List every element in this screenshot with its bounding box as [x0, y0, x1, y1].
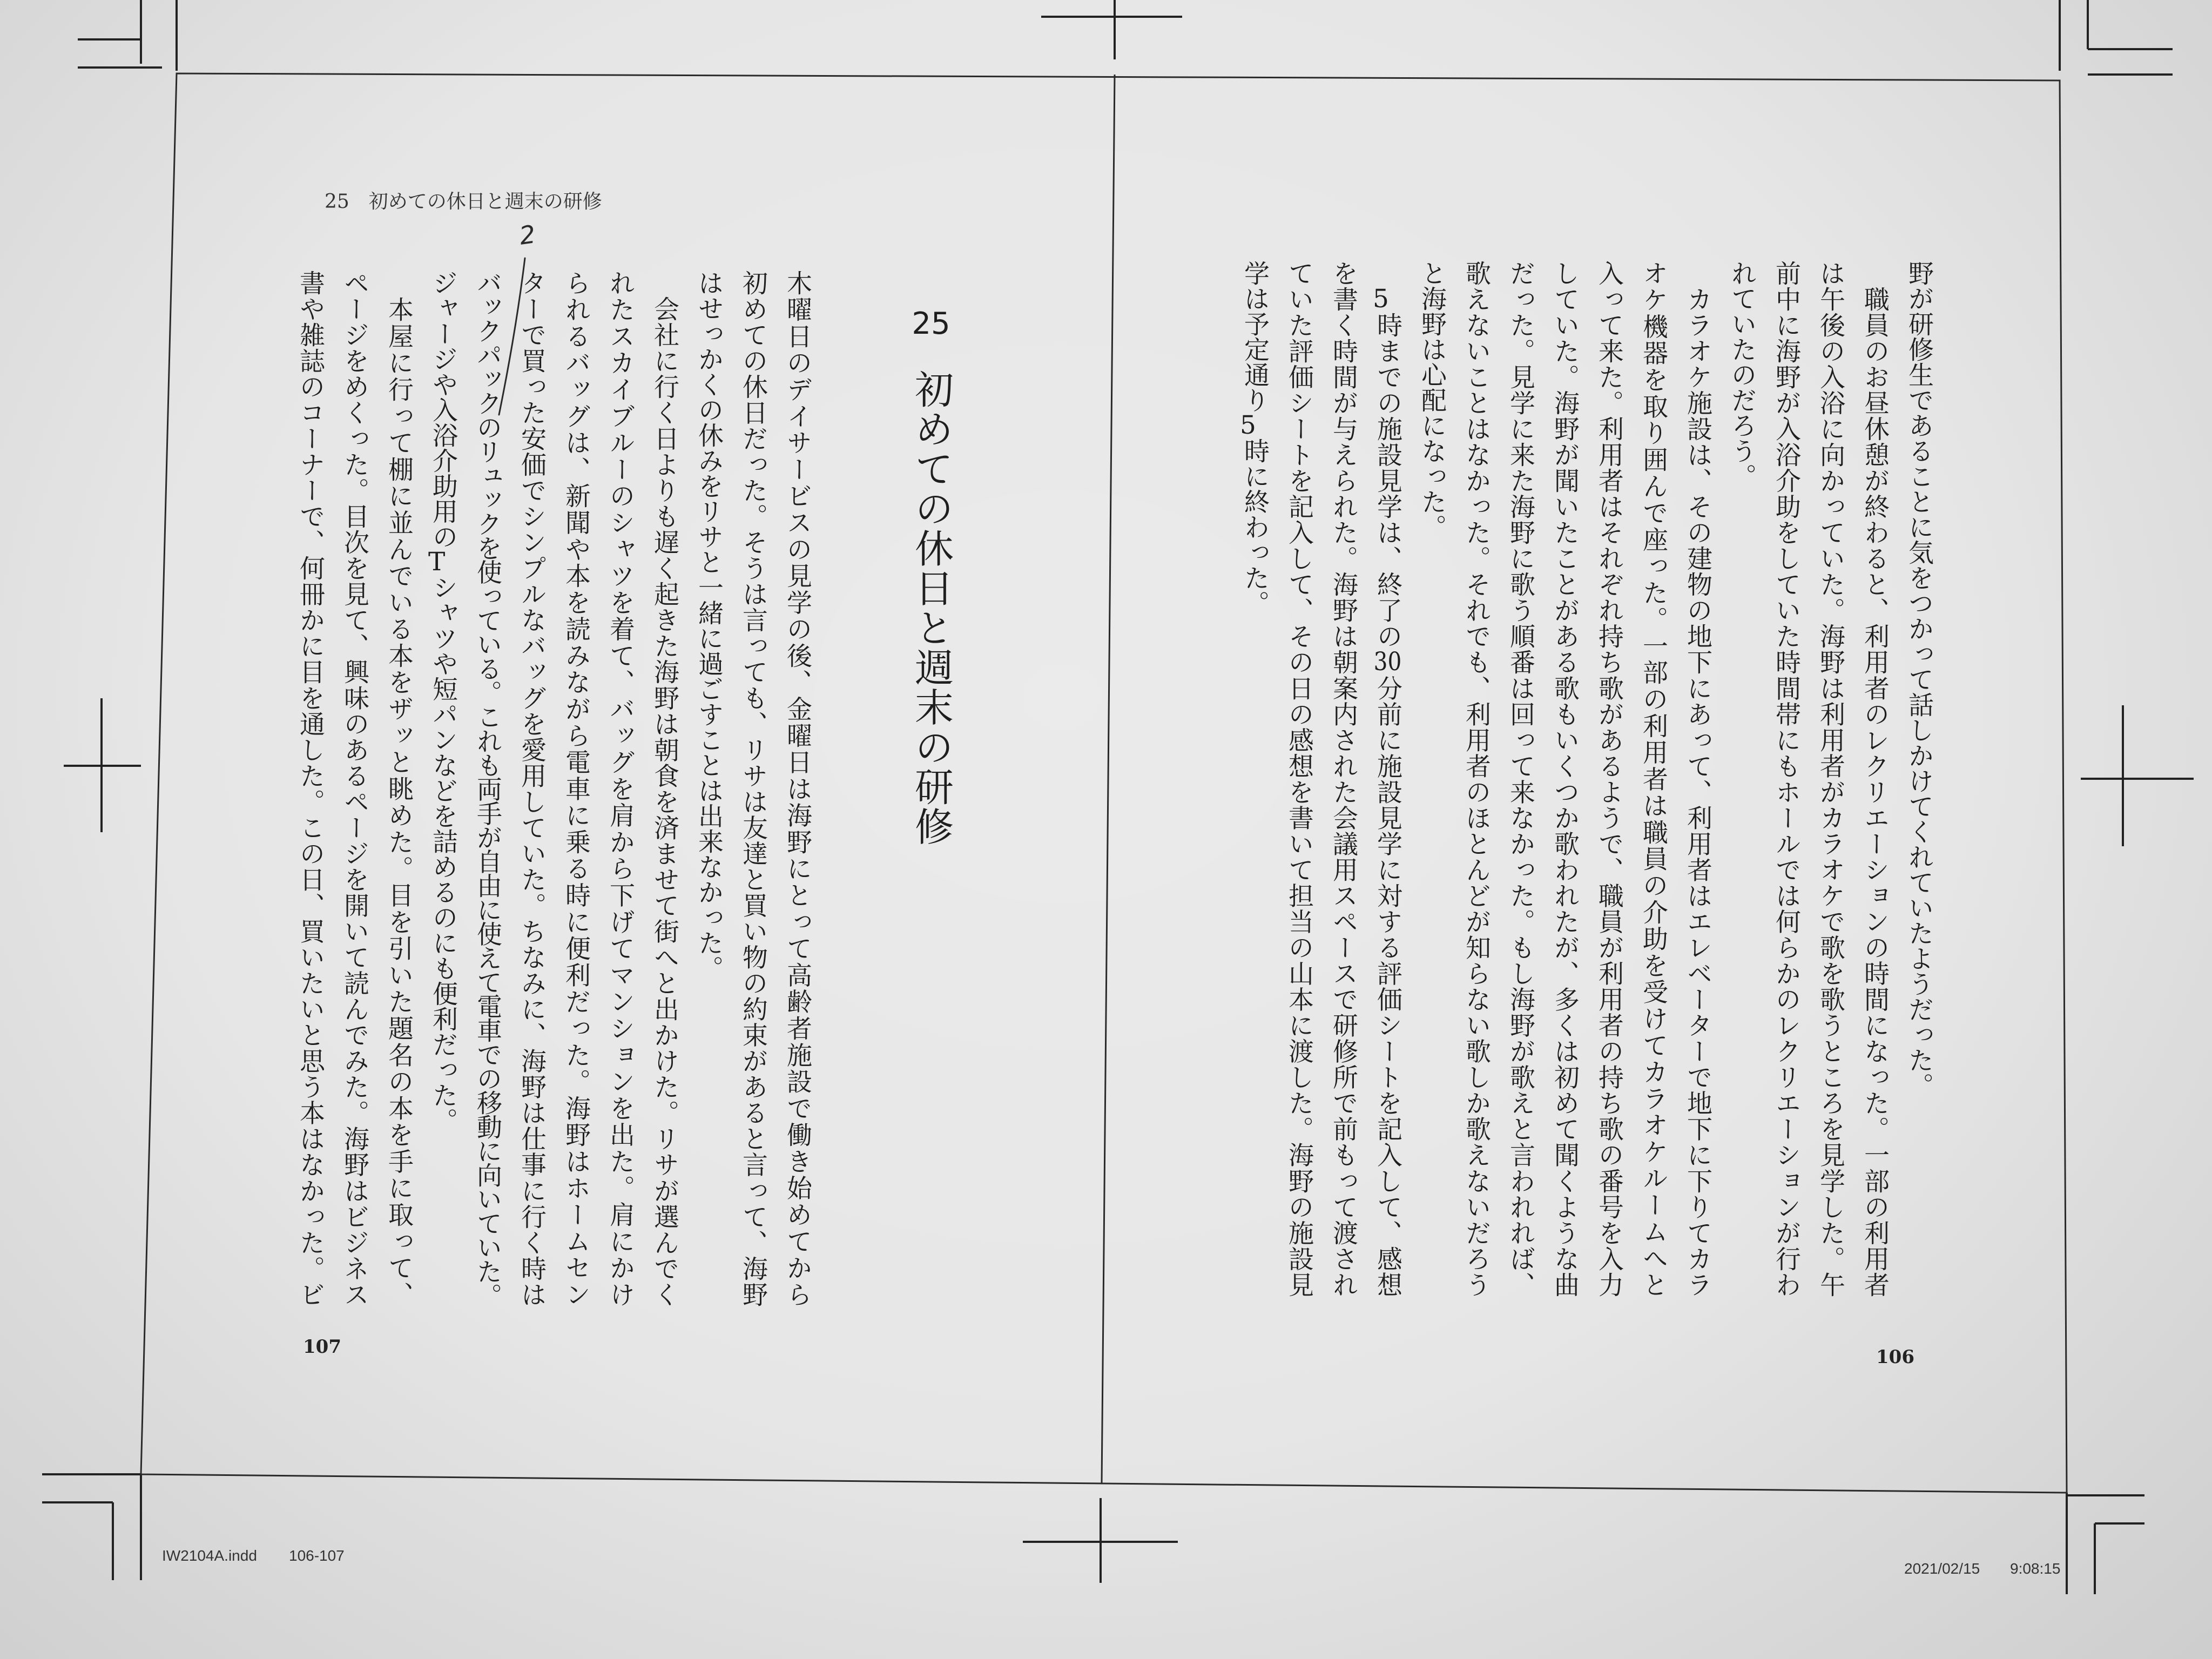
text-line: カラオケ施設は、その建物の地下にあって、利用者はエレベーターで地下に下りてカラ — [1683, 260, 1712, 1297]
text-line: 会社に行く日よりも遅く起きた海野は朝食を済ませて街へと出かけた。リサが選んでく — [650, 270, 679, 1307]
text-line: られるバッグは、新聞や本を読みながら電車に乗る時に便利だった。海野はホームセン — [561, 270, 591, 1307]
text-line: 書や雑誌のコーナーで、何冊かに目を通した。この日、買いたいと思う本はなかった。ビ — [295, 270, 325, 1307]
text-line: と海野は心配になった。 — [1417, 260, 1447, 539]
slug-filename: IW2104A.indd — [162, 1547, 257, 1564]
text-line: れていたのだろう。 — [1727, 260, 1757, 489]
text-line: ジャージや入浴介助用のTシャツや短パンなどを詰めるのにも便利だった。 — [428, 270, 458, 1133]
paragraph — [1410, 260, 1719, 1297]
page-number-left: 107 — [303, 1336, 341, 1358]
running-head: 25 初めての休日と週末の研修 — [325, 191, 602, 213]
slug-page-range: 106-107 — [289, 1547, 345, 1564]
text-line: れたスカイブルーのシャツを着て、バッグを肩から下げてマンションを出た。肩にかけ — [605, 270, 635, 1307]
text-line: 5時までの施設見学は、終了の30分前に施設見学に対する評価シートを記入して、感想 — [1373, 286, 1402, 1297]
text-line: 本屋に行って棚に並んでいる本をザッと眺めた。目を引いた題名の本を手に取って、 — [384, 270, 414, 1307]
text-line: 野が研修生であることに気をつかって話しかけてくれていたようだった。 — [1904, 260, 1934, 1098]
text-line: 歌えないことはなかった。それでも、利用者のほとんどが知らない歌しか歌えないだろう — [1461, 260, 1491, 1297]
text-line: ページをめくった。目次を見て、興味のあるページを開いて読んでみた。海野はビジネス — [340, 270, 369, 1307]
text-line: だった。見学に来た海野に歌う順番は回って来なかった。もし海野が歌えと言われれば、 — [1506, 260, 1535, 1297]
text-line: 木曜日のデイサービスの見学の後、金曜日は海野にとって高齢者施設で働き始めてから — [783, 270, 812, 1307]
chapter-title: 初めての休日と週末の研修 — [908, 369, 954, 847]
paragraph — [421, 270, 686, 1307]
text-line: 入って来た。利用者はそれぞれ持ち歌があるようで、職員が利用者の持ち歌の番号を入力 — [1594, 260, 1624, 1297]
slug-date: 2021/02/15 — [1904, 1560, 1980, 1577]
text-line: ターで買った安価でシンプルなバッグを愛用していた。ちなみに、海野は仕事に行く時は — [517, 270, 547, 1307]
paragraph — [1719, 260, 1897, 1297]
text-line: を書く時間が与えられた。海野は朝案内された会議用スペースで研修所で前もって渡され — [1328, 260, 1358, 1297]
text-line: していた。海野が聞いたことがある歌もいくつか歌われたが、多くは初めて聞くような曲 — [1550, 260, 1580, 1297]
chapter-number: 25 — [912, 306, 950, 341]
proof-mark: 2 — [517, 219, 537, 251]
text-line: ていた評価シートを記入して、その日の感想を書いて担当の山本に渡した。海野の施設見 — [1284, 260, 1314, 1297]
paragraph — [686, 270, 819, 1307]
page-number-right: 106 — [1876, 1346, 1914, 1368]
text-line: 職員のお昼休憩が終わると、利用者のレクリエーションの時間になった。一部の利用者 — [1860, 260, 1890, 1297]
text-line: 前中に海野が入浴介助をしていた時間帯にもホールでは何らかのレクリエーションが行わ — [1771, 260, 1801, 1297]
slug-time: 9:08:15 — [2010, 1560, 2061, 1577]
text-line: オケ機器を取り囲んで座った。一部の利用者は職員の介助を受けてカラオケルームへと — [1638, 260, 1668, 1298]
text-line: バックパックのリュックを使っている。これも両手が自由に使えて電車での移動に向いていた。 — [473, 270, 502, 1307]
spine-line — [1102, 75, 1115, 1484]
left-page-body — [288, 270, 819, 1307]
paragraph — [288, 270, 421, 1307]
text-line: 学は予定通り5時に終わった。 — [1240, 260, 1270, 616]
paragraph — [1232, 260, 1410, 1297]
text-line: 初めての休日だった。そうは言っても、リサは友達と買い物の約束があると言って、海野 — [738, 270, 768, 1307]
paragraph — [1897, 260, 1941, 1297]
text-line: は午後の入浴に向かっていた。海野は利用者がカラオケで歌を歌うところを見学した。午 — [1816, 260, 1845, 1297]
text-line: はせっかくの休みをリサと一緒に過ごすことは出来なかった。 — [694, 270, 724, 981]
right-page-body — [1232, 260, 1941, 1297]
